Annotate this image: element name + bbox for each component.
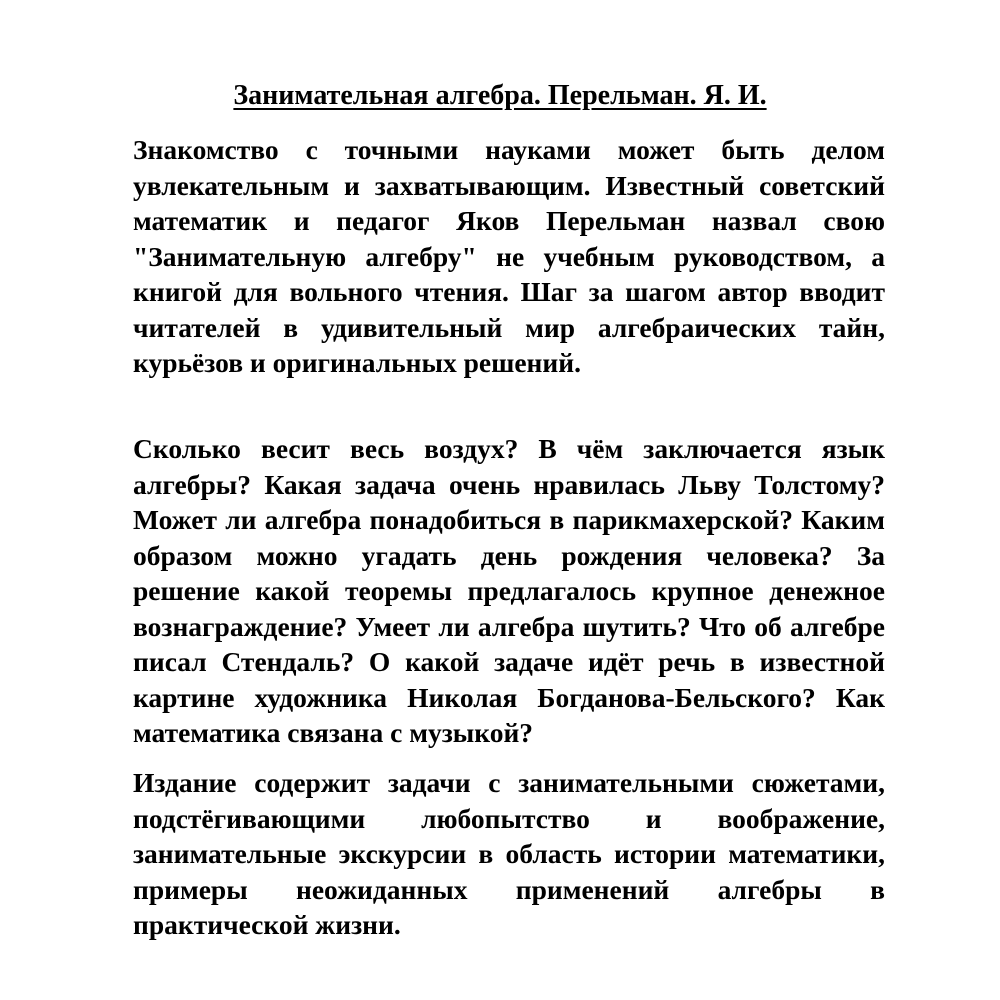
paragraph-intro: Знакомство с точными науками может быть делом увлекательным и захватывающим. Известный советский математик и педагог Яков Перельман назвал свою "Занимательную алгебру" не учебным руководством, а книгой для вольного чтения. Шаг за шагом автор вводит читателей в удивительный мир алгебраических тайн, курьёзов и оригинальных решений. bbox=[133, 134, 885, 378]
document-title-text: Занимательная алгебра. Перельман. Я. И. bbox=[233, 80, 767, 111]
document-title bbox=[0, 78, 1000, 114]
paragraph-questions: Сколько весит весь воздух? В чём заключается язык алгебры? Какая задача очень нравилась Льву Толстому? Может ли алгебра понадобиться в парикмахерской? Каким образом можно угадать день рождения человека? За решение какой теоремы предлагалось крупное денежное вознаграждение? Умеет ли алгебра шутить? Что об алгебре писал Стендаль? О какой задаче идёт речь в известной картине художника Николая Богданова-Бельского? Как математика связана с музыкой? bbox=[133, 433, 885, 748]
paragraph-contents: Издание содержит задачи с занимательными сюжетами, подстёгивающими любопытство и воображение, занимательные экскурсии в область истории математики, примеры неожиданных применений алгебры в практической жизни. bbox=[133, 767, 885, 940]
